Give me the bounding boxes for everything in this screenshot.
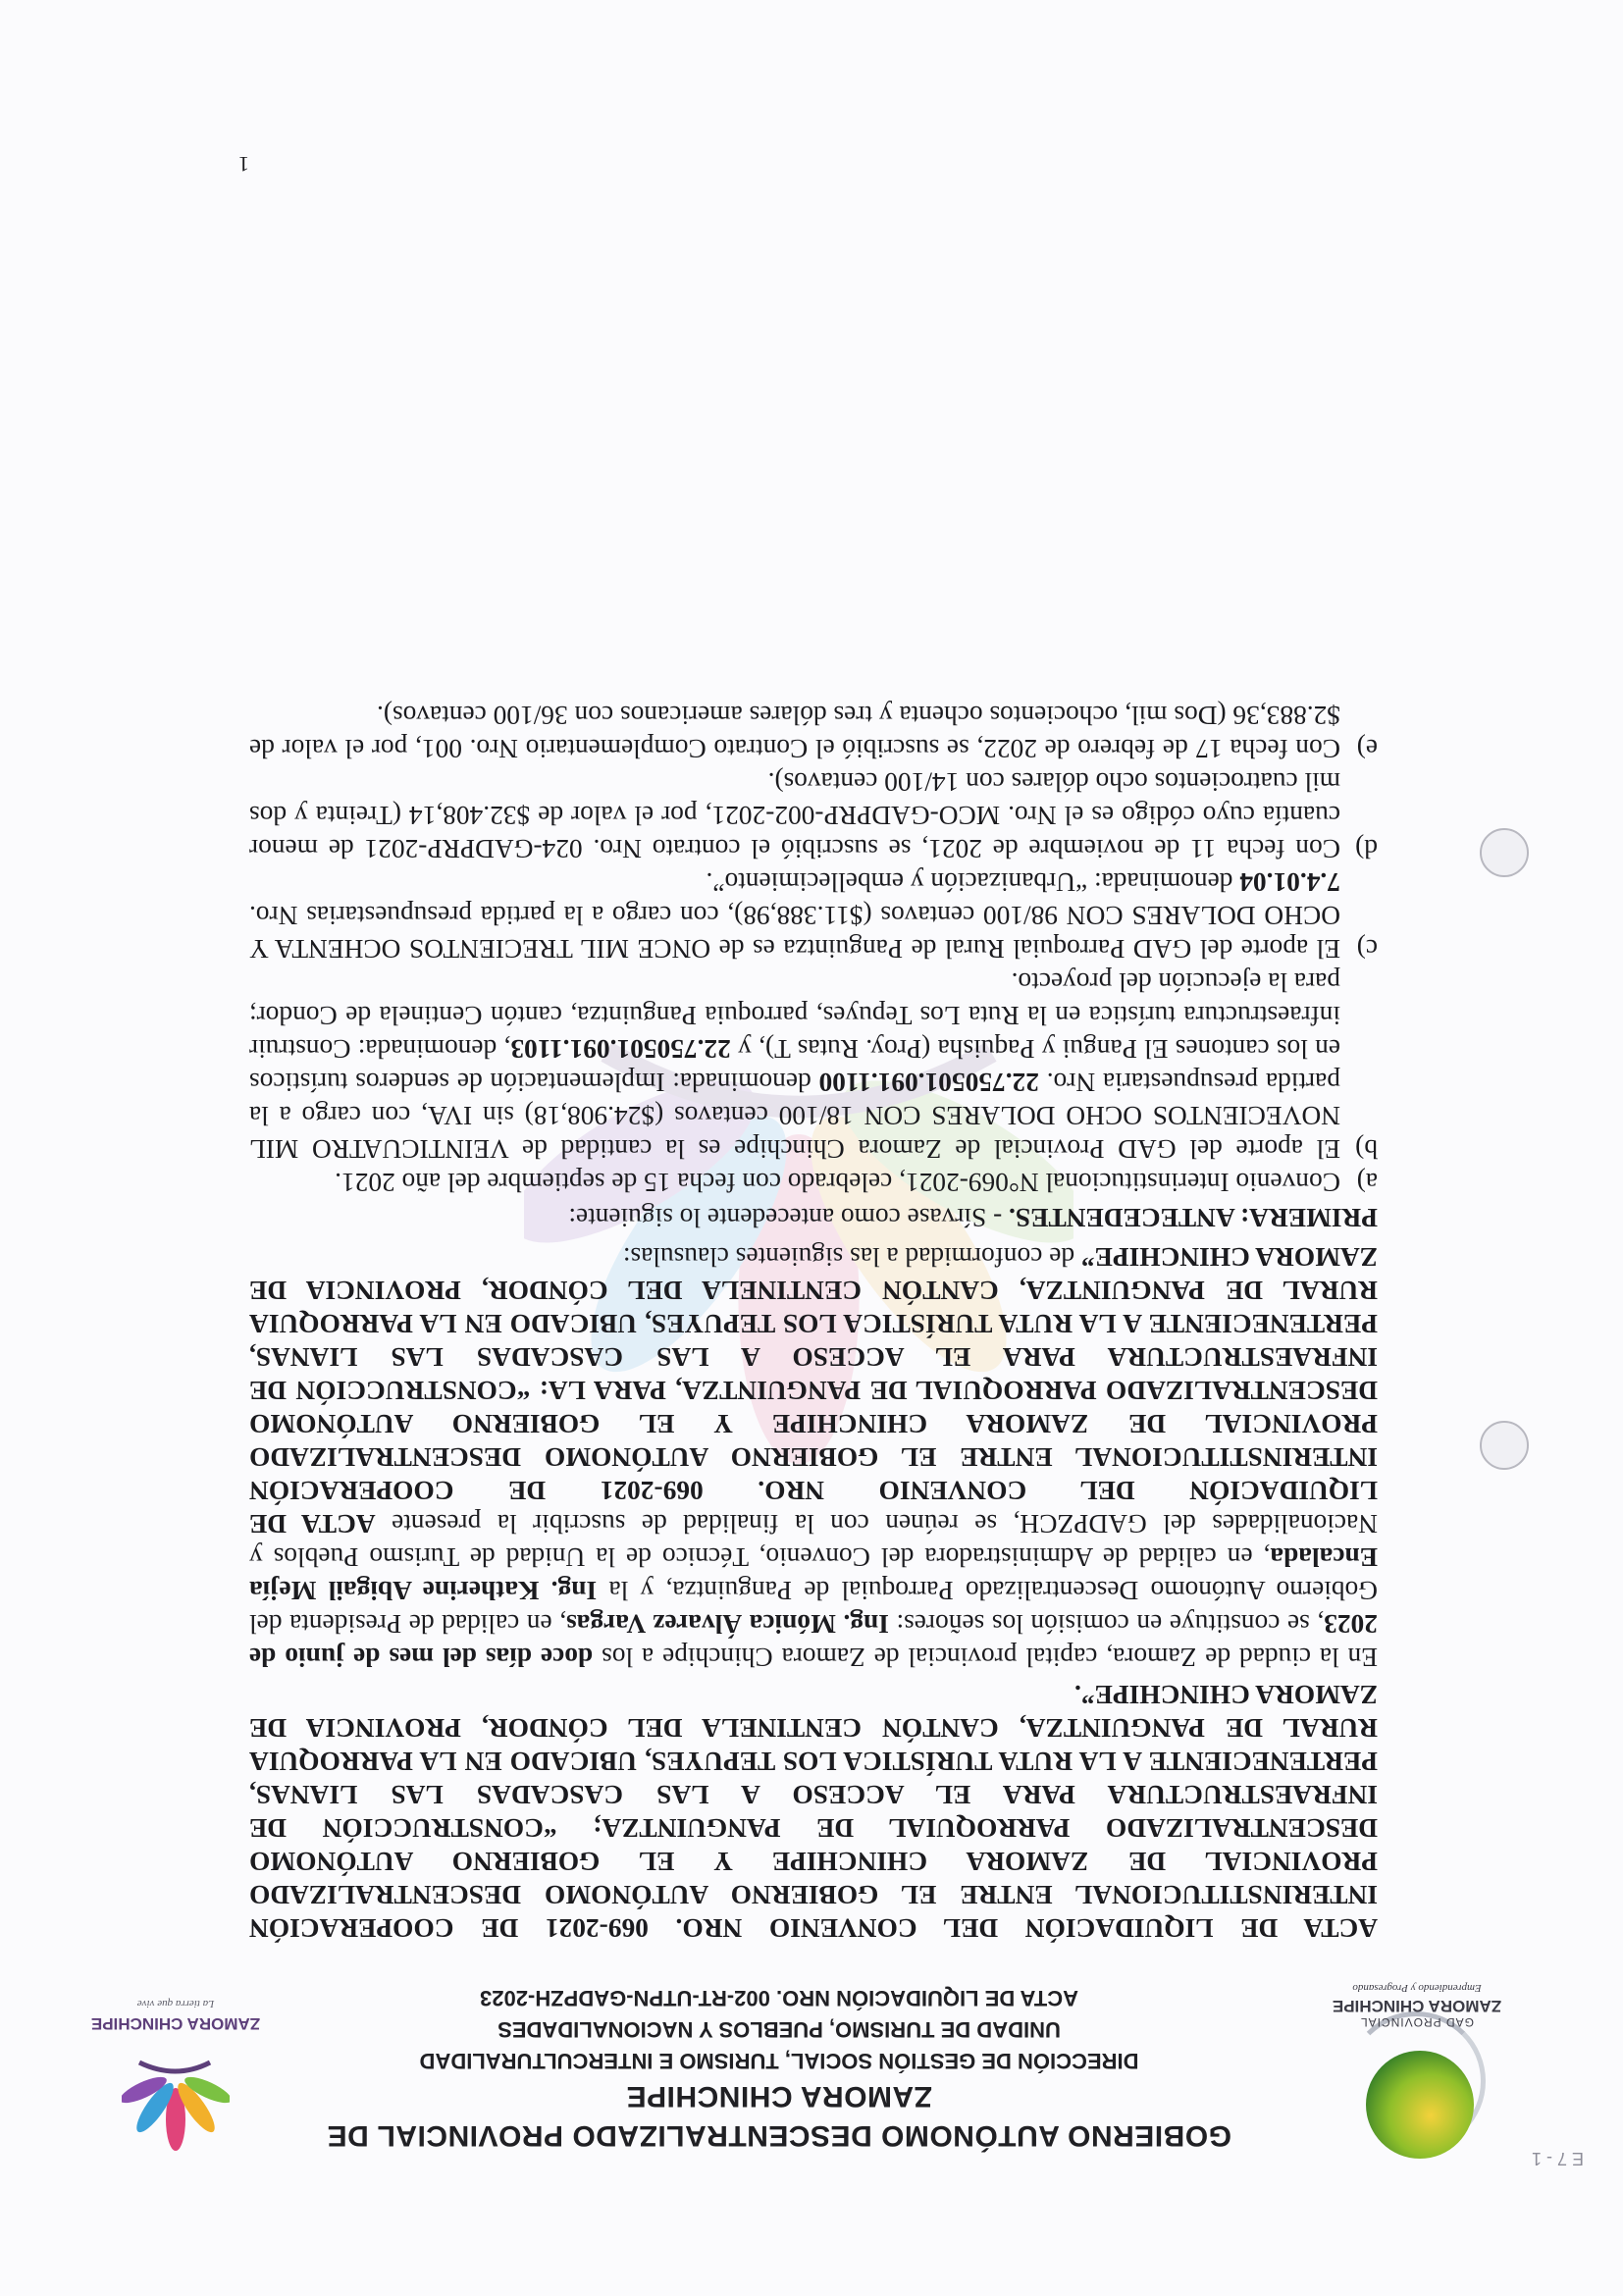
budget-line-code: 22.750501.091.1100 [818,1068,1039,1097]
item-text: denominada: Implementación de senderos turísticos en los cantones El Pangui y Paquisha (Proy. Rutas T), y [249,1034,1340,1097]
act-number: ACTA DE LIQUIDACIÓN NRO. 002-RT-UTPN-GADPZH-2023 [480,1986,1078,2010]
logo-name: ZAMORA CHINCHIPE [90,2014,261,2033]
intro-text: , en calidad de Presidenta del Gobierno Autónomo Descentralizado Parroquial de Panguintza, y la [248,1576,1378,1639]
item-text: Con fecha 11 de noviembre de 2021, se suscribió el contrato Nro. 024-GADPRP-2021 de menor cuantía cuyo código es el Nro. MCO-GADPRP-002-2021, por el valor de $32.408,14 (Treinta y dos mil cuatrocientos ocho dólares con 14/100 centavos). [249,767,1340,863]
letterhead [82,1953,1535,2159]
corner-handwritten-mark: E 7 - 1 [1531,2149,1584,2168]
globe-icon [1366,2051,1474,2159]
intro-text: de conformidad a las siguientes clausulas: [622,1242,1081,1272]
document-body [249,699,1378,1945]
item-label: b) [1355,1134,1378,1164]
logo-tagline: La tierra que vive [136,1998,215,2009]
item-text: El aporte del GAD Parroquial Rural de Panguintza es de ONCE MIL TRECIENTOS OCHENTA Y OCHO DOLARES CON 98/100 centavos ($11.388,98), con cargo a la partida presupuestarias Nro. [249,901,1340,964]
list-item-b [249,965,1378,1166]
intro-text: En la ciudad de Zamora, capital provincial de Zamora Chinchipe a los [593,1643,1378,1672]
intro-person-2: Ing. Katherine Abigail Mejía Encalada [248,1542,1378,1605]
item-text: El aporte del GAD Provincial de Zamora Chinchipe es la cantidad de VEINTICUATRO MIL NOVECIENTOS OCHO DOLARES CON 18/100 centavos ($24.908,18) sin IVA, con cargo a la partida presupuestaria Nro. [249,1068,1340,1164]
logo-line-1: GAD PROVINCIAL [1359,2015,1475,2029]
direction-name: DIRECCIÓN DE GESTIÓN SOCIAL, TURISMO E INTERCULTURALIDAD [419,2049,1139,2073]
intro-text: , en calidad de Administradora del Convenio, Técnico de la Unidad de Turismo Pueblos y Nacionalidades del GADPZCH, se reúnen con la finalidad de suscribir la presente [249,1509,1378,1572]
item-label: c) [1356,934,1378,964]
intro-act-title: ACTA DE LIQUIDACIÓN DEL CONVENIO NRO. 069-2021 DE COOPERACIÓN INTERINSTITUCIONAL ENTRE EL GOBIERNO AUTÓNOMO DESCENTRALIZADO PROVINCIAL DE ZAMORA CHINCHIPE Y EL GOBIERNO AUTÓNOMO DESCENTRALIZADO PARROQUIAL DE PANGUINTZA, PARA LA: “CONSTRUCCIÓN DE INFRAESTRUCTURA PARA EL ACCESO A LAS CASCADAS LAS LIANAS, PERTENECIENTE A LA RUTA TURÍSTICA LOS TEPUYES, UBICADO EN LA PARROQUIA RURAL DE PANGUINTZA, CANTÓN CENTINELA DEL CÓNDOR, PROVINCIA DE ZAMORA CHINCHIPE” [249,1242,1378,1539]
intro-date: doce días del mes de junio de 2023 [249,1609,1378,1672]
gad-provincial-logo [1299,1962,1535,2159]
list-item-e [249,699,1378,765]
budget-line-code: 7.4.01.04 [1239,867,1340,897]
punch-hole [1480,828,1529,877]
item-label: d) [1355,834,1378,863]
item-text: Con fecha 17 de febrero de 2022, se suscribió el Contrato Complementario Nro. 001, por el valor de $2.883,36 (Dos mil, ochocientos ochenta y tres dólares americanos con 36/100 centavos). [249,701,1340,763]
item-text: denominada: “Urbanización y embellecimiento”. [706,867,1240,897]
item-label: e) [1356,734,1378,763]
intro-paragraph [249,1240,1378,1674]
header-titles [288,1982,1270,2155]
clause-heading: PRIMERA: ANTECEDENTES. [1009,1203,1378,1232]
clause-first [249,1201,1378,1234]
page-number: 1 [238,152,249,177]
logo-line-2: ZAMORA CHINCHIPE [1332,1997,1502,2015]
item-text: Convenio Interinstitucional N°069-2021, celebrado con fecha 15 de septiembre del año 2021. [335,1168,1340,1197]
list-item-a [249,1166,1378,1199]
item-text: , denominada: Construir infraestructura turística en la Ruta Los Tepuyes, parroquia Panguintza, cantón Centinela de Condor; para la ejecución del proyecto. [249,967,1340,1064]
organization-name: GOBIERNO AUTÓNOMO DESCENTRALIZADO PROVINCIAL DE ZAMORA CHINCHIPE [327,2080,1231,2152]
clause-heading-rest: - Sírvase como antecedente lo siguiente: [568,1203,1010,1232]
logo-line-3: Emprendiendo y Progresando [1352,1982,1482,1994]
list-item-c [249,865,1378,965]
budget-line-code: 22.750501.091.1103 [510,1034,731,1064]
intro-text: , se constituye en comisión los señores: [888,1609,1325,1639]
zamora-chinchipe-logo [82,1962,269,2159]
flower-icon [122,2041,230,2159]
list-item-d [249,765,1378,865]
document-title: ACTA DE LIQUIDACIÓN DEL CONVENIO NRO. 069-2021 DE COOPERACIÓN INTERINSTITUCIONAL ENTRE EL GOBIERNO AUTÓNOMO DESCENTRALIZADO PROVINCIAL DE ZAMORA CHINCHIPE Y EL GOBIERNO AUTÓNOMO DESCENTRALIZADO PARROQUIAL DE PANGUINTZA; “CONSTRUCCIÓN DE INFRAESTRUCTURA PARA EL ACCESO A LAS CASCADAS LAS LIANAS, PERTENECIENTE A LA RUTA TURÍSTICA LOS TEPUYES, UBICADO EN LA PARROQUIA RURAL DE PANGUINTZA, CANTÓN CENTINELA DEL CÓNDOR, PROVINCIA DE ZAMORA CHINCHIPE”. [249,1680,1378,1943]
item-label: a) [1356,1168,1378,1197]
unit-name: UNIDAD DE TURISMO, PUEBLOS Y NACIONALIDADES [497,2017,1061,2042]
intro-person-1: Ing. Mónica Álvarez Vargas [566,1609,889,1639]
punch-hole [1480,1421,1529,1470]
